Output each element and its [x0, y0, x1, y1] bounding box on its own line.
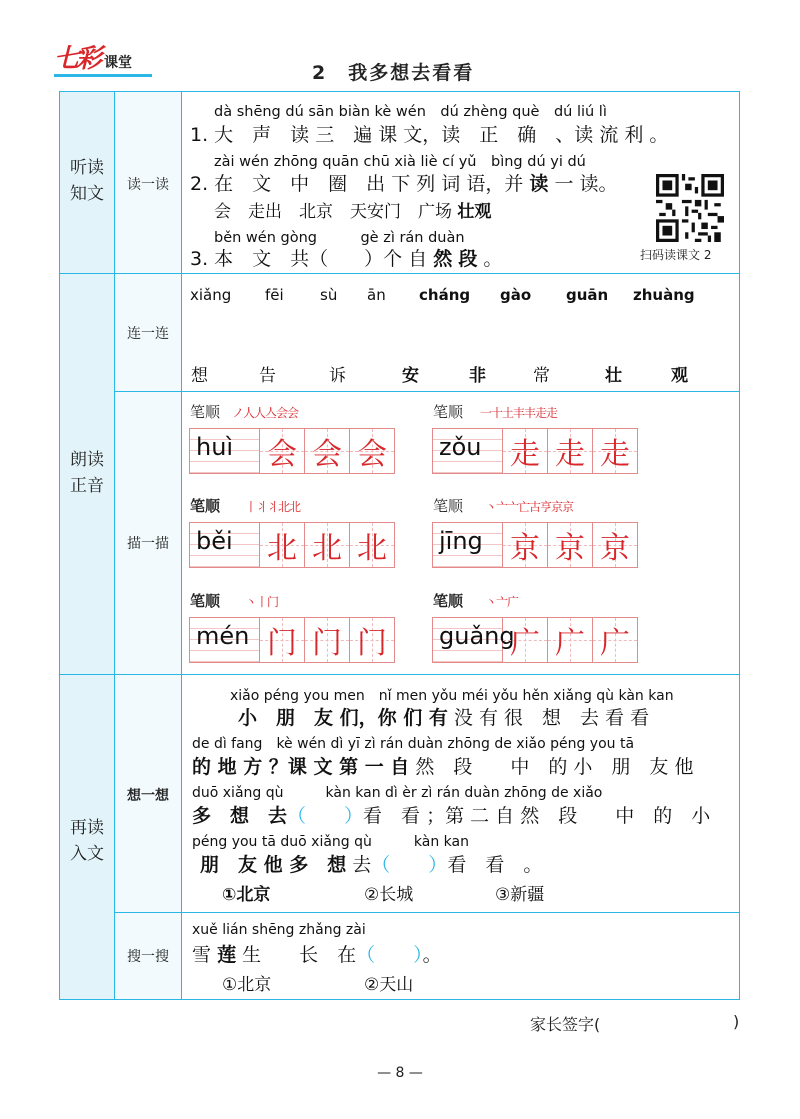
word-list: [214, 197, 491, 222]
link-hanzi[interactable]: 告: [259, 366, 276, 386]
pinyin-cell: [190, 429, 260, 473]
trace-char: 会: [357, 437, 387, 472]
trace-char: 走: [600, 437, 630, 472]
stroke-order: 一十土丰丰走走: [480, 406, 558, 420]
pinyin-line: xiǎo péng you men nǐ men yǒu méi yǒu hěn xiǎng qù kàn kan: [230, 688, 674, 704]
trace-char: 京: [510, 531, 540, 566]
question-text: ）个 自: [364, 248, 428, 270]
char-cell[interactable]: [305, 618, 350, 662]
trace-char: 广: [555, 626, 585, 661]
pinyin-cell: [433, 429, 503, 473]
question-text: 3. 本 文 共（: [190, 248, 329, 270]
link-pinyin[interactable]: ān: [367, 286, 386, 304]
reading-line: [192, 940, 442, 967]
stroke-order: 丶亠广: [485, 595, 519, 609]
sub-label-trace: 描一描: [127, 536, 169, 552]
pinyin-cell: [433, 523, 503, 567]
section-label-text: 朗读正音: [70, 450, 104, 496]
logo-mark: 七彩: [54, 44, 99, 74]
divider: [59, 674, 740, 675]
char-cell[interactable]: [305, 429, 350, 473]
pinyin-line: zài wén zhōng quān chū xià liè cí yǔ bìng dú yi dú: [214, 154, 586, 170]
char-cell[interactable]: [503, 429, 548, 473]
pinyin-line: de dì fang kè wén dì yī zì rán duàn zhōng de xiǎo péng you tā: [192, 736, 635, 752]
stroke-order-label: 笔顺: [433, 403, 464, 421]
trace-char: 门: [357, 626, 387, 661]
logo-word: 课堂: [104, 55, 133, 71]
reading-text: 。: [422, 944, 442, 966]
question-text: 一 读。: [554, 173, 618, 195]
char-cell[interactable]: [593, 429, 637, 473]
writing-grid[interactable]: [189, 617, 395, 663]
answer-blank[interactable]: （ ）: [356, 944, 423, 966]
trace-char: 门: [312, 626, 342, 661]
char-cell[interactable]: [593, 618, 637, 662]
question-3: [190, 244, 502, 271]
pinyin-cell: [433, 618, 515, 662]
section-label-text: 再读入文: [70, 818, 104, 864]
trace-char: 走: [555, 437, 585, 472]
grid-pinyin: běi: [196, 527, 233, 555]
char-cell[interactable]: [503, 523, 548, 567]
sub-label-read: 读一读: [127, 177, 169, 193]
char-cell[interactable]: [593, 523, 637, 567]
char-cell[interactable]: [260, 429, 305, 473]
option-3[interactable]: ③新疆: [495, 885, 545, 905]
reading-text-bold: 朋 友 他 多 想: [200, 854, 347, 876]
char-cell[interactable]: [350, 618, 394, 662]
grid-pinyin: mén: [196, 622, 250, 650]
qr-code-icon[interactable]: [656, 174, 724, 242]
link-hanzi[interactable]: 常: [533, 366, 550, 386]
grid-pinyin: zǒu: [439, 433, 482, 461]
pinyin-cell: [190, 523, 260, 567]
reading-line: [192, 752, 693, 779]
reading-text: 然 段 中 的 小 朋 友 他: [415, 756, 694, 778]
writing-grid[interactable]: [189, 522, 395, 568]
divider: [181, 91, 182, 1000]
writing-grid[interactable]: [189, 428, 395, 474]
reading-text: 没 有 很 想 去 看 看: [453, 707, 650, 729]
trace-char: 会: [267, 437, 297, 472]
reading-text-bold: 多 想 去: [192, 805, 288, 827]
grid-pinyin: guǎng: [439, 622, 515, 650]
page-number: — 8 —: [377, 1065, 423, 1081]
option-2[interactable]: ②天山: [364, 975, 414, 995]
parent-signature-close: ): [733, 1012, 740, 1031]
link-pinyin[interactable]: zhuàng: [633, 286, 695, 304]
trace-char: 走: [510, 437, 540, 472]
link-pinyin[interactable]: guān: [566, 286, 609, 304]
logo-underline: [54, 74, 152, 77]
grid-pinyin: huì: [196, 433, 234, 461]
option-2[interactable]: ②长城: [364, 885, 414, 905]
stroke-order-label: 笔顺: [433, 497, 464, 515]
stroke-order: ノ人人亼会会: [232, 406, 299, 420]
question-text-bold: 然: [433, 248, 453, 270]
brand-logo: [54, 46, 132, 72]
link-pinyin[interactable]: fēi: [265, 286, 284, 304]
reading-text: 看 看 。: [447, 854, 543, 876]
char-cell[interactable]: [548, 618, 593, 662]
reading-line: [200, 850, 542, 877]
writing-grid[interactable]: [432, 428, 638, 474]
trace-char: 北: [312, 531, 342, 566]
stroke-order-label: 笔顺: [190, 403, 221, 421]
reading-text-bold: 莲: [217, 944, 237, 966]
stroke-order-label: 笔顺: [190, 497, 221, 515]
pinyin-line: xuě lián shēng zhǎng zài: [192, 922, 366, 938]
divider: [59, 273, 740, 274]
pinyin-line: dà shēng dú sān biàn kè wén dú zhèng què dú liú lì: [214, 104, 607, 120]
pinyin-line: duō xiǎng qù kàn kan dì èr zì rán duàn zhōng de xiǎo: [192, 785, 603, 801]
question-2: [190, 169, 617, 196]
parent-signature-label: 家长签字(: [530, 1015, 601, 1034]
link-hanzi[interactable]: 观: [671, 366, 688, 386]
trace-char: 京: [600, 531, 630, 566]
char-cell[interactable]: [305, 523, 350, 567]
trace-char: 京: [555, 531, 585, 566]
link-hanzi[interactable]: 壮: [605, 366, 622, 386]
char-cell[interactable]: [503, 618, 548, 662]
trace-char: 广: [510, 626, 540, 661]
pinyin-cell: [190, 618, 260, 662]
question-text-bold: 段: [458, 248, 478, 270]
sub-label-link: 连一连: [127, 326, 169, 342]
link-pinyin[interactable]: xiǎng: [190, 286, 232, 304]
section-label-pronounce: [60, 447, 114, 499]
writing-grid[interactable]: [432, 522, 638, 568]
trace-char: 会: [312, 437, 342, 472]
trace-char: 门: [267, 626, 297, 661]
question-text-bold: 读: [529, 173, 549, 195]
stroke-order: 丶丨门: [245, 595, 279, 609]
stroke-order-label: 笔顺: [190, 592, 221, 610]
lesson-title: 2 我多想去看看: [312, 62, 475, 84]
trace-char: 北: [267, 531, 297, 566]
answer-blank[interactable]: （ ）: [371, 854, 448, 876]
stroke-order: 丶亠亠亡古亨京京: [485, 500, 574, 514]
question-1: 1. 大 声 读 三 遍 课 文，读 正 确 、读 流 利 。: [190, 124, 669, 146]
grid-pinyin: jīng: [439, 527, 483, 555]
reading-text: 生 长 在: [242, 944, 357, 966]
section-label-listen: [60, 155, 114, 207]
reading-text-bold: 的 地 方 ？课 文 第 一 自: [192, 756, 410, 778]
qr-caption: 扫码读课文 2: [640, 248, 712, 262]
char-cell[interactable]: [350, 523, 394, 567]
sub-label-think: 想一想: [127, 788, 169, 804]
reading-text: 雪: [192, 944, 212, 966]
link-hanzi[interactable]: 非: [469, 366, 486, 386]
link-pinyin[interactable]: cháng: [419, 286, 471, 304]
link-hanzi[interactable]: 想: [191, 366, 208, 386]
reading-line: [238, 703, 649, 730]
trace-char: 广: [600, 626, 630, 661]
char-cell[interactable]: [350, 429, 394, 473]
link-pinyin[interactable]: sù: [320, 286, 338, 304]
reading-line: [192, 801, 710, 828]
section-label-reread: [60, 815, 114, 867]
link-pinyin[interactable]: gào: [500, 286, 532, 304]
char-cell[interactable]: [260, 618, 305, 662]
char-cell[interactable]: [548, 429, 593, 473]
char-cell[interactable]: [548, 523, 593, 567]
char-cell[interactable]: [260, 523, 305, 567]
option-1[interactable]: ①北京: [222, 975, 272, 995]
writing-grid[interactable]: [432, 617, 638, 663]
reading-text: 看 看 ；第 二 自 然 段 中 的 小: [363, 805, 711, 827]
sub-label-search: 搜一搜: [127, 949, 169, 965]
link-hanzi[interactable]: 安: [402, 366, 419, 386]
divider: [114, 391, 740, 392]
trace-char: 北: [357, 531, 387, 566]
pinyin-line: běn wén gòng gè zì rán duàn: [214, 230, 465, 246]
stroke-order-label: 笔顺: [433, 592, 464, 610]
answer-blank[interactable]: （ ）: [287, 805, 364, 827]
reading-text-bold: 小 朋 友 们，你 们 有: [238, 707, 448, 729]
link-hanzi[interactable]: 诉: [329, 366, 346, 386]
pinyin-line: péng you tā duō xiǎng qù kàn kan: [192, 834, 469, 850]
section-label-text: 听读知文: [70, 158, 104, 204]
divider: [114, 912, 740, 913]
question-text: 2. 在 文 中 圈 出 下 列 词 语，并: [190, 173, 524, 195]
stroke-order: 丨丬丬北北: [245, 500, 301, 514]
word-list-bold: 壮观: [457, 202, 492, 222]
word-list-text: 会 走出 北京 天安门 广场: [214, 202, 452, 222]
question-text: 。: [483, 248, 503, 270]
reading-text: 去: [352, 854, 372, 876]
option-1[interactable]: ①北京: [222, 885, 271, 905]
